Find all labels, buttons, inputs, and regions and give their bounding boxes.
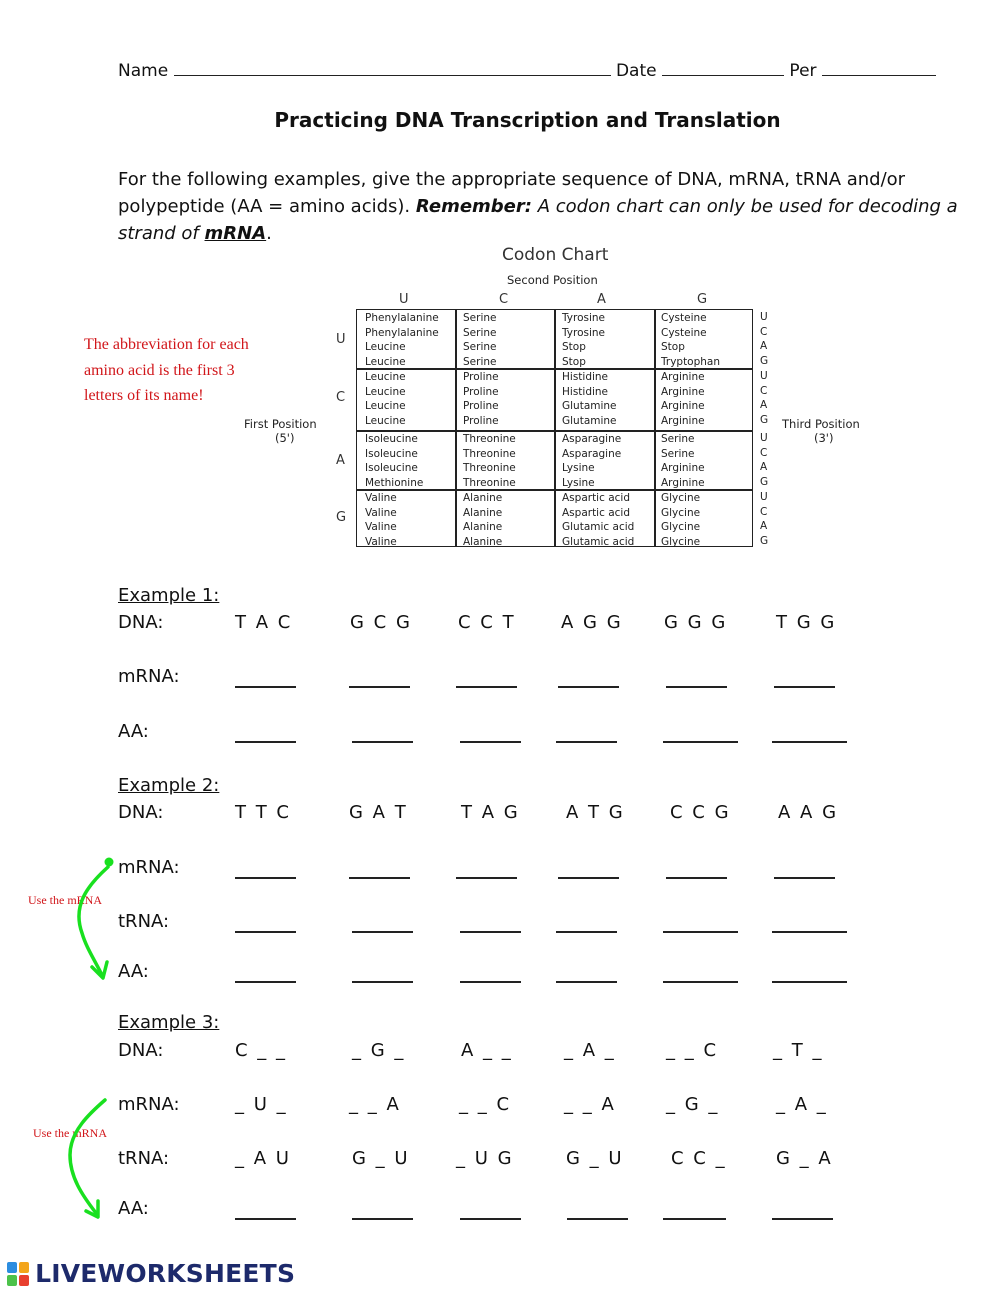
example-3-dna-codon: C _ _ <box>235 1040 288 1061</box>
codon-cell-amino-acid: Proline <box>463 371 499 383</box>
example-3-aa-label: AA: <box>118 1198 149 1219</box>
codon-cell-amino-acid: Glycine <box>661 535 701 548</box>
codon-cell-amino-acid: Leucine <box>365 355 406 368</box>
use-mrna-note-1: Use the mRNA <box>28 893 102 907</box>
third-position-letter: G <box>760 534 769 547</box>
codon-cell-amino-acid: Threonine <box>463 476 516 489</box>
codon-cell-amino-acid: Cysteine <box>661 326 707 339</box>
codon-cell-amino-acid: Leucine <box>365 414 406 427</box>
codon-chart-grid <box>356 309 753 547</box>
codon-cell-amino-acid: Arginine <box>661 476 705 489</box>
example-1-mrna-blank[interactable] <box>456 686 517 688</box>
example-3-aa-blank[interactable] <box>352 1218 413 1220</box>
codon-cell-amino-acid: Aspartic acid <box>562 506 631 519</box>
codon-cell-amino-acid: Leucine <box>365 341 406 353</box>
example-3-trna-codon: _ A U <box>235 1148 291 1169</box>
codon-cell-amino-acid: Serine <box>463 355 497 368</box>
remember-text: A codon chart can only be used for decoding a strand of <box>118 196 958 244</box>
row-head-c: C <box>336 390 346 405</box>
instructions <box>118 166 958 247</box>
codon-cell-amino-acid: Tyrosine <box>562 326 606 339</box>
green-arrow-icon <box>70 855 120 985</box>
third-position-letter: A <box>760 461 768 473</box>
codon-cell-amino-acid: Valine <box>365 521 397 533</box>
third-position-letter: C <box>760 505 768 518</box>
example-2-aa-blank[interactable] <box>772 981 847 983</box>
codon-cell-amino-acid: Proline <box>463 414 499 427</box>
codon-cell-amino-acid: Leucine <box>365 400 406 412</box>
example-3-heading: Example 3: <box>118 1012 220 1033</box>
example-3-mrna-codon: _ _ A <box>349 1094 401 1115</box>
codon-cell-amino-acid: Proline <box>463 385 499 398</box>
codon-cell-amino-acid: Methionine <box>365 476 424 489</box>
example-1-dna-codon: G G G <box>664 612 728 633</box>
example-2-trna-label: tRNA: <box>118 911 170 932</box>
codon-cell-amino-acid: Serine <box>463 326 497 339</box>
example-2-aa-label: AA: <box>118 961 149 982</box>
example-2-trna-blank[interactable] <box>352 931 413 933</box>
page-title: Practicing DNA Transcription and Translation <box>274 108 781 132</box>
example-2-trna-blank[interactable] <box>460 931 521 933</box>
example-2-aa-blank[interactable] <box>235 981 296 983</box>
codon-cell-amino-acid: Glutamic acid <box>562 535 635 548</box>
grid-divider <box>554 310 556 546</box>
mrna-emphasis: mRNA <box>204 223 267 244</box>
codon-cell-amino-acid: Valine <box>365 535 397 548</box>
liveworksheets-brand-text: LIVEWORKSHEETS <box>35 1259 296 1288</box>
example-1-mrna-blank[interactable] <box>235 686 296 688</box>
third-position-sub: (3') <box>814 431 834 445</box>
third-position-label: Third Position <box>782 417 860 431</box>
grid-divider <box>654 310 656 546</box>
third-position-letter: C <box>760 446 768 459</box>
codon-cell-amino-acid: Glycine <box>661 521 701 533</box>
abbreviation-note: The abbreviation for each amino acid is the first 3 letters of its name! <box>84 336 249 404</box>
codon-cell-amino-acid: Valine <box>365 506 397 519</box>
codon-cell-amino-acid: Leucine <box>365 371 406 383</box>
codon-chart-title: Codon Chart <box>502 245 609 265</box>
example-2-trna-blank[interactable] <box>556 931 617 933</box>
example-2-dna-codon: T T C <box>235 802 292 823</box>
example-1-aa-label: AA: <box>118 721 149 742</box>
grid-divider <box>455 310 457 546</box>
codon-cell-amino-acid: Glycine <box>661 506 701 519</box>
third-position-letter: G <box>760 475 769 488</box>
codon-cell-amino-acid: Glycine <box>661 492 701 504</box>
third-position-letter: A <box>760 520 768 532</box>
codon-cell-amino-acid: Threonine <box>463 447 516 460</box>
example-3-dna-codon: A _ _ <box>461 1040 513 1061</box>
codon-cell-amino-acid: Stop <box>562 341 586 353</box>
per-input-line[interactable] <box>822 60 936 76</box>
codon-cell-amino-acid: Threonine <box>463 433 516 445</box>
example-2-dna-codon: A A G <box>778 802 839 823</box>
second-position-label: Second Position <box>507 273 598 287</box>
example-2-trna-blank[interactable] <box>772 931 847 933</box>
name-label: Name <box>118 61 169 81</box>
example-2-mrna-blank[interactable] <box>558 877 619 879</box>
third-position-letter: U <box>760 432 768 444</box>
example-3-trna-label: tRNA: <box>118 1148 170 1169</box>
codon-cell-amino-acid: Proline <box>463 400 499 412</box>
codon-cell-amino-acid: Arginine <box>661 462 705 474</box>
example-2-dna-codon: C C G <box>670 802 731 823</box>
example-1-aa-blank[interactable] <box>460 741 521 743</box>
example-2-mrna-blank[interactable] <box>666 877 727 879</box>
example-2-trna-blank[interactable] <box>235 931 296 933</box>
example-3-aa-blank[interactable] <box>235 1218 296 1220</box>
example-1-mrna-blank[interactable] <box>558 686 619 688</box>
example-2-dna-codon: T A G <box>461 802 520 823</box>
example-1-dna-codon: T A C <box>235 612 293 633</box>
codon-cell-amino-acid: Lysine <box>562 462 595 474</box>
example-2-mrna-label: mRNA: <box>118 857 180 878</box>
example-2-heading: Example 2: <box>118 775 220 796</box>
example-1-aa-blank[interactable] <box>556 741 617 743</box>
example-3-trna-codon: G _ A <box>776 1148 833 1169</box>
col-head-a: A <box>597 292 606 307</box>
example-2-mrna-blank[interactable] <box>774 877 835 879</box>
codon-cell-amino-acid: Threonine <box>463 462 516 474</box>
codon-cell-amino-acid: Isoleucine <box>365 447 418 460</box>
example-1-dna-codon: A G G <box>561 612 623 633</box>
codon-cell-amino-acid: Alanine <box>463 492 503 504</box>
example-1-mrna-label: mRNA: <box>118 666 180 687</box>
codon-cell-amino-acid: Asparagine <box>562 447 622 460</box>
example-1-dna-codon: G C G <box>350 612 412 633</box>
example-1-aa-blank[interactable] <box>663 741 738 743</box>
date-label: Date <box>615 61 657 81</box>
use-mrna-note-2: Use the mRNA <box>33 1126 107 1140</box>
example-2-aa-blank[interactable] <box>352 981 413 983</box>
third-position-letter: A <box>760 399 768 411</box>
codon-cell-amino-acid: Tyrosine <box>562 312 606 324</box>
third-position-letter: G <box>760 354 769 367</box>
example-3-mrna-label: mRNA: <box>118 1094 180 1115</box>
row-head-g: G <box>336 510 347 525</box>
codon-cell-amino-acid: Histidine <box>562 371 609 383</box>
third-position-letter: A <box>760 340 768 352</box>
remember-label: Remember: <box>415 196 532 217</box>
example-2-aa-blank[interactable] <box>663 981 738 983</box>
codon-cell-amino-acid: Isoleucine <box>365 433 418 445</box>
example-3-aa-blank[interactable] <box>567 1218 628 1220</box>
period: . <box>266 223 272 244</box>
third-position-letter: C <box>760 325 768 338</box>
example-3-trna-codon: C C _ <box>671 1148 727 1169</box>
example-3-trna-codon: G _ U <box>566 1148 624 1169</box>
codon-cell-amino-acid: Phenylalanine <box>365 312 439 324</box>
third-position-letter: C <box>760 384 768 397</box>
codon-cell-amino-acid: Alanine <box>463 521 503 533</box>
example-1-mrna-blank[interactable] <box>349 686 410 688</box>
codon-cell-amino-acid: Isoleucine <box>365 462 418 474</box>
codon-cell-amino-acid: Tryptophan <box>661 355 721 368</box>
codon-cell-amino-acid: Serine <box>661 447 695 460</box>
codon-cell-amino-acid: Histidine <box>562 385 609 398</box>
codon-cell-amino-acid: Glutamine <box>562 400 617 412</box>
codon-cell-amino-acid: Cysteine <box>661 312 707 324</box>
name-field-row <box>118 60 936 81</box>
example-3-mrna-codon: _ _ C <box>459 1094 512 1115</box>
example-3-trna-codon: _ U G <box>456 1148 514 1169</box>
example-2-dna-label: DNA: <box>118 802 164 823</box>
codon-cell-amino-acid: Serine <box>661 433 695 445</box>
example-1-dna-label: DNA: <box>118 612 164 633</box>
example-3-aa-blank[interactable] <box>460 1218 521 1220</box>
example-3-dna-label: DNA: <box>118 1040 164 1061</box>
col-head-c: C <box>499 292 509 307</box>
codon-cell-amino-acid: Arginine <box>661 400 705 412</box>
codon-cell-amino-acid: Serine <box>463 341 497 353</box>
third-position-letter: U <box>760 491 768 503</box>
codon-cell-amino-acid: Phenylalanine <box>365 326 439 339</box>
col-head-g: G <box>697 292 708 307</box>
row-head-u: U <box>336 332 346 347</box>
example-3-mrna-codon: _ U _ <box>235 1094 288 1115</box>
example-3-aa-blank[interactable] <box>663 1218 726 1220</box>
instructions-text: For the following examples, give the appropriate sequence of DNA, mRNA, tRNA and/or polypeptide (AA = amino acids). <box>118 169 906 217</box>
example-3-mrna-codon: _ A _ <box>776 1094 828 1115</box>
name-input-line[interactable] <box>174 60 611 76</box>
example-2-aa-blank[interactable] <box>556 981 617 983</box>
codon-cell-amino-acid: Serine <box>463 312 497 324</box>
example-1-aa-blank[interactable] <box>235 741 296 743</box>
example-3-aa-blank[interactable] <box>772 1218 833 1220</box>
example-1-heading: Example 1: <box>118 585 220 606</box>
example-2-trna-blank[interactable] <box>663 931 738 933</box>
codon-cell-amino-acid: Leucine <box>365 385 406 398</box>
example-2-dna-codon: G A T <box>349 802 408 823</box>
codon-cell-amino-acid: Valine <box>365 492 397 504</box>
codon-cell-amino-acid: Aspartic acid <box>562 492 631 504</box>
green-arrow-icon <box>60 1095 110 1225</box>
third-position-letter: U <box>760 311 768 323</box>
codon-cell-amino-acid: Arginine <box>661 371 705 383</box>
codon-cell-amino-acid: Glutamic acid <box>562 521 635 533</box>
example-2-dna-codon: A T G <box>566 802 625 823</box>
example-2-mrna-blank[interactable] <box>349 877 410 879</box>
codon-cell-amino-acid: Stop <box>562 355 586 368</box>
liveworksheets-logo-icon <box>6 1261 30 1287</box>
liveworksheets-logo[interactable] <box>6 1259 295 1288</box>
date-input-line[interactable] <box>662 60 784 76</box>
example-1-mrna-blank[interactable] <box>774 686 835 688</box>
example-3-dna-codon: _ A _ <box>564 1040 616 1061</box>
example-1-mrna-blank[interactable] <box>666 686 727 688</box>
example-2-mrna-blank[interactable] <box>235 877 296 879</box>
example-3-dna-codon: _ T _ <box>773 1040 824 1061</box>
codon-cell-amino-acid: Alanine <box>463 506 503 519</box>
codon-cell-amino-acid: Arginine <box>661 385 705 398</box>
example-1-dna-codon: C C T <box>458 612 516 633</box>
first-position-label: First Position <box>244 417 317 431</box>
example-2-mrna-blank[interactable] <box>456 877 517 879</box>
example-3-dna-codon: _ _ C <box>666 1040 719 1061</box>
first-position-sub: (5') <box>275 431 295 445</box>
per-label: Per <box>789 61 817 81</box>
example-3-mrna-codon: _ _ A <box>564 1094 616 1115</box>
codon-cell-amino-acid: Alanine <box>463 535 503 548</box>
codon-cell-amino-acid: Stop <box>661 341 685 353</box>
example-1-dna-codon: T G G <box>776 612 837 633</box>
example-3-dna-codon: _ G _ <box>352 1040 406 1061</box>
col-head-u: U <box>399 292 409 307</box>
example-1-aa-blank[interactable] <box>772 741 847 743</box>
example-3-trna-codon: G _ U <box>352 1148 410 1169</box>
third-position-letter: G <box>760 413 769 426</box>
example-2-aa-blank[interactable] <box>460 981 521 983</box>
row-head-a: A <box>336 453 345 468</box>
example-1-aa-blank[interactable] <box>352 741 413 743</box>
example-3-mrna-codon: _ G _ <box>666 1094 720 1115</box>
codon-cell-amino-acid: Lysine <box>562 476 595 489</box>
codon-cell-amino-acid: Glutamine <box>562 414 617 427</box>
codon-cell-amino-acid: Asparagine <box>562 433 622 445</box>
codon-cell-amino-acid: Arginine <box>661 414 705 427</box>
third-position-letter: U <box>760 370 768 382</box>
